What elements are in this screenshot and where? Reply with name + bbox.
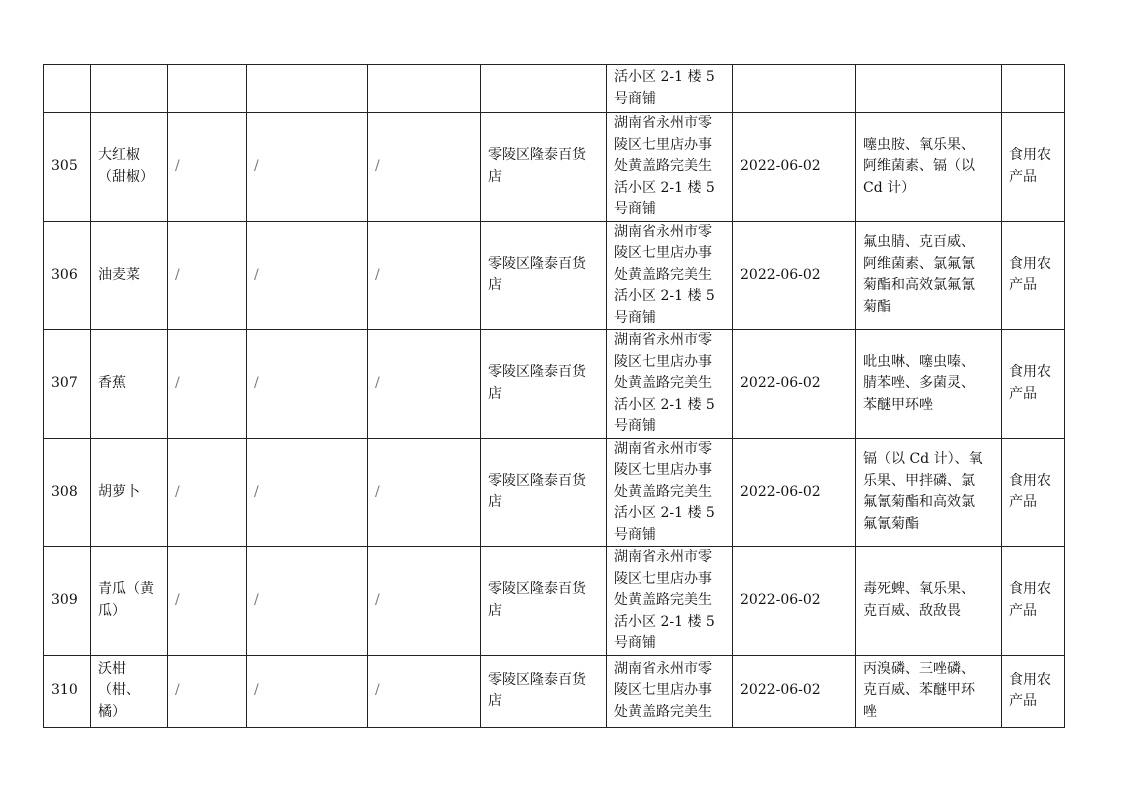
row-number-cell: 307 [44, 330, 91, 439]
column-3-cell: / [168, 221, 247, 330]
store-address-cell: 湖南省永州市零 陵区七里店办事 处黄盖路完美生 活小区 2-1 楼 5 号商铺 [607, 547, 733, 656]
table-row [44, 547, 1065, 656]
product-name-cell: 胡萝卜 [91, 438, 168, 547]
category-cell [1002, 65, 1065, 113]
test-items-cell [856, 65, 1002, 113]
store-name-cell: 零陵区隆泰百货 店 [481, 655, 607, 727]
column-4-cell: / [247, 330, 368, 439]
test-items-cell: 镉（以 Cd 计）、氧 乐果、甲拌磷、氯 氟氰菊酯和高效氯 氟氰菊酯 [856, 438, 1002, 547]
store-address-cell: 湖南省永州市零 陵区七里店办事 处黄盖路完美生 活小区 2-1 楼 5 号商铺 [607, 221, 733, 330]
test-items-cell: 丙溴磷、三唑磷、 克百威、苯醚甲环 唑 [856, 655, 1002, 727]
test-items-cell: 毒死蜱、氧乐果、 克百威、敌敌畏 [856, 547, 1002, 656]
category-cell: 食用农 产品 [1002, 438, 1065, 547]
product-name-cell: 沃柑 （柑、 橘） [91, 655, 168, 727]
column-4-cell: / [247, 547, 368, 656]
row-number-cell [44, 65, 91, 113]
column-3-cell: / [168, 655, 247, 727]
store-address-cell: 湖南省永州市零 陵区七里店办事 处黄盖路完美生 活小区 2-1 楼 5 号商铺 [607, 113, 733, 222]
sampling-date-cell: 2022-06-02 [733, 113, 856, 222]
table-row [44, 655, 1065, 727]
table-row [44, 65, 1065, 113]
column-4-cell: / [247, 655, 368, 727]
table-row [44, 438, 1065, 547]
column-4-cell: / [247, 113, 368, 222]
test-items-cell: 噻虫胺、氧乐果、 阿维菌素、镉（以 Cd 计） [856, 113, 1002, 222]
column-5-cell: / [368, 330, 481, 439]
sampling-date-cell: 2022-06-02 [733, 330, 856, 439]
row-number-cell: 308 [44, 438, 91, 547]
product-name-cell: 油麦菜 [91, 221, 168, 330]
store-name-cell: 零陵区隆泰百货 店 [481, 113, 607, 222]
test-items-cell: 氟虫腈、克百威、 阿维菌素、氯氟氰 菊酯和高效氯氟氰 菊酯 [856, 221, 1002, 330]
column-5-cell: / [368, 655, 481, 727]
store-name-cell: 零陵区隆泰百货 店 [481, 221, 607, 330]
store-address-cell: 活小区 2-1 楼 5 号商铺 [607, 65, 733, 113]
sampling-date-cell: 2022-06-02 [733, 547, 856, 656]
store-name-cell: 零陵区隆泰百货 店 [481, 330, 607, 439]
store-address-cell: 湖南省永州市零 陵区七里店办事 处黄盖路完美生 活小区 2-1 楼 5 号商铺 [607, 330, 733, 439]
column-4-cell [247, 65, 368, 113]
row-number-cell: 310 [44, 655, 91, 727]
table-row [44, 221, 1065, 330]
row-number-cell: 305 [44, 113, 91, 222]
column-3-cell: / [168, 547, 247, 656]
product-name-cell: 香蕉 [91, 330, 168, 439]
category-cell: 食用农 产品 [1002, 655, 1065, 727]
column-3-cell: / [168, 113, 247, 222]
table-row [44, 330, 1065, 439]
product-name-cell: 青瓜（黄 瓜） [91, 547, 168, 656]
sampling-date-cell: 2022-06-02 [733, 221, 856, 330]
column-4-cell: / [247, 221, 368, 330]
sampling-date-cell: 2022-06-02 [733, 438, 856, 547]
inspection-table [43, 64, 1065, 728]
test-items-cell: 吡虫啉、噻虫嗪、 腈苯唑、多菌灵、 苯醚甲环唑 [856, 330, 1002, 439]
column-5-cell: / [368, 438, 481, 547]
store-address-cell: 湖南省永州市零 陵区七里店办事 处黄盖路完美生 [607, 655, 733, 727]
store-name-cell: 零陵区隆泰百货 店 [481, 438, 607, 547]
row-number-cell: 306 [44, 221, 91, 330]
table-row [44, 113, 1065, 222]
column-5-cell [368, 65, 481, 113]
product-name-cell: 大红椒 （甜椒） [91, 113, 168, 222]
column-4-cell: / [247, 438, 368, 547]
column-5-cell: / [368, 547, 481, 656]
category-cell: 食用农 产品 [1002, 221, 1065, 330]
category-cell: 食用农 产品 [1002, 330, 1065, 439]
category-cell: 食用农 产品 [1002, 547, 1065, 656]
product-name-cell [91, 65, 168, 113]
column-5-cell: / [368, 221, 481, 330]
store-name-cell: 零陵区隆泰百货 店 [481, 547, 607, 656]
store-name-cell [481, 65, 607, 113]
sampling-date-cell: 2022-06-02 [733, 655, 856, 727]
table-body [44, 65, 1065, 728]
store-address-cell: 湖南省永州市零 陵区七里店办事 处黄盖路完美生 活小区 2-1 楼 5 号商铺 [607, 438, 733, 547]
row-number-cell: 309 [44, 547, 91, 656]
column-3-cell [168, 65, 247, 113]
inspection-table-sheet [43, 64, 1065, 728]
sampling-date-cell [733, 65, 856, 113]
column-3-cell: / [168, 330, 247, 439]
column-3-cell: / [168, 438, 247, 547]
column-5-cell: / [368, 113, 481, 222]
category-cell: 食用农 产品 [1002, 113, 1065, 222]
